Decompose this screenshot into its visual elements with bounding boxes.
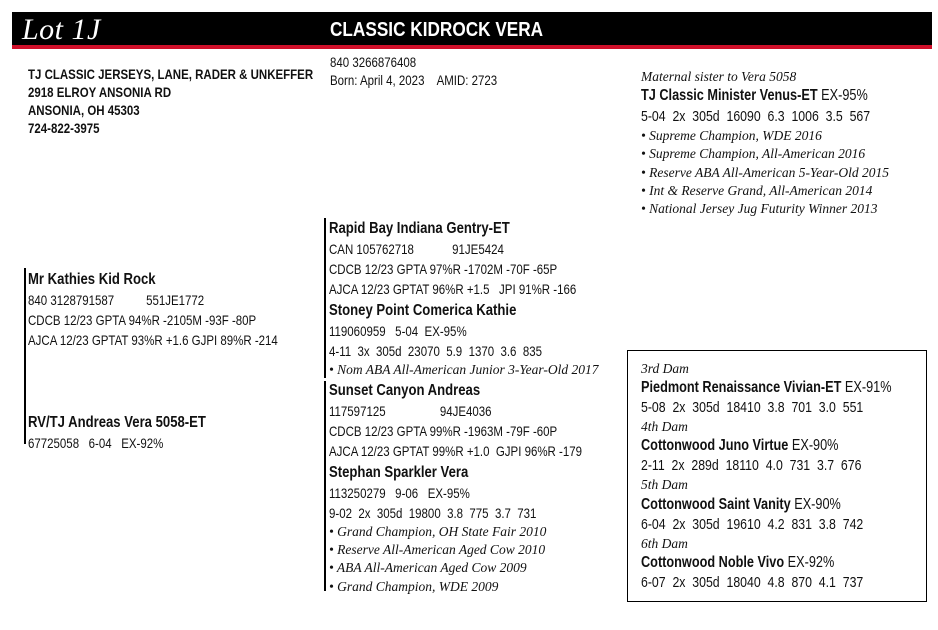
dam-dam-record: 9-02 2x 305d 19800 3.8 775 3.7 731 <box>329 505 537 521</box>
consignor-block <box>28 65 313 137</box>
dam-name: Cottonwood Saint Vanity <box>641 495 791 513</box>
dam-entry-5 <box>641 476 938 534</box>
honor-text: Reserve All-American Aged Cow 2010 <box>337 542 546 558</box>
honor-text: Reserve ABA All-American 5-Year-Old 2015 <box>649 164 890 180</box>
dam-generation-label: 6th Dam <box>641 535 688 551</box>
consignor-name: TJ CLASSIC JERSEYS, LANE, RADER & UNKEFFER <box>28 66 314 82</box>
sire-sire-cdcb: CDCB 12/23 GPTA 97%R -1702M -70F -65P <box>329 261 558 277</box>
dam-record: 6-07 2x 305d 18040 4.8 870 4.1 737 <box>641 573 864 591</box>
maternal-sister-score: EX-95% <box>817 87 868 105</box>
sire-dam-record: 4-11 3x 305d 23070 5.9 1370 3.6 835 <box>329 343 542 359</box>
honor-text: Int & Reserve Grand, All-American 2014 <box>649 182 873 198</box>
honor-text: Supreme Champion, WDE 2016 <box>649 128 822 144</box>
dam-name: Piedmont Renaissance Vivian-ET <box>641 379 842 397</box>
dam-entry-4 <box>641 418 938 476</box>
dam-score: EX-91% <box>841 379 892 397</box>
maternal-sister-title <box>641 86 870 106</box>
sire-sire-block <box>329 219 576 299</box>
honor-item: • ABA All-American Aged Cow 2009 <box>329 560 527 576</box>
honor-item: • Int & Reserve Grand, All-American 2014 <box>641 182 873 198</box>
dam-name: Cottonwood Noble Vivo <box>641 553 785 571</box>
dam-sire-registration: 117597125 94JE4036 <box>329 403 492 419</box>
dam-entry-3 <box>641 360 938 418</box>
animal-name: CLASSIC KIDROCK VERA <box>330 19 544 41</box>
dams-list <box>641 360 938 593</box>
sire-sire-ajca: AJCA 12/23 GPTAT 96%R +1.5 JPI 91%R -166 <box>329 281 577 297</box>
dam-title <box>641 495 892 515</box>
dam-sire-name: Sunset Canyon Andreas <box>329 382 481 399</box>
dam-title <box>641 553 892 573</box>
sire-dam-registration: 119060959 5-04 EX-95% <box>329 323 467 339</box>
honor-text: ABA All-American Aged Cow 2009 <box>336 560 527 576</box>
animal-info <box>330 53 497 89</box>
maternal-sister-name: TJ Classic Minister Venus-ET <box>641 87 818 105</box>
dam-name: RV/TJ Andreas Vera 5058-ET <box>28 414 206 431</box>
honor-item: • Grand Champion, WDE 2009 <box>329 578 499 594</box>
lot-number: Lot 1J <box>22 13 101 46</box>
dam-dam-registration: 113250279 9-06 EX-95% <box>329 485 470 501</box>
dam-sire-ajca: AJCA 12/23 GPTAT 99%R +1.0 GJPI 96%R -179 <box>329 443 583 459</box>
consignor-city: ANSONIA, OH 45303 <box>28 102 140 118</box>
honor-item: • National Jersey Jug Futurity Winner 2013 <box>641 201 878 217</box>
dam-title <box>641 378 892 398</box>
honor-item: • Reserve ABA All-American 5-Year-Old 2015 <box>641 164 890 180</box>
honor-item: • Grand Champion, OH State Fair 2010 <box>329 524 547 539</box>
sire-sire-registration: CAN 105762718 91JE5424 <box>329 241 504 257</box>
dam-sire-block <box>329 381 582 461</box>
sire-name: Mr Kathies Kid Rock <box>28 271 156 288</box>
dam-record: 5-08 2x 305d 18410 3.8 701 3.0 551 <box>641 399 864 417</box>
sire-registration: 840 3128791587 551JE1772 <box>28 292 205 308</box>
sire-block <box>28 270 278 350</box>
pedigree-bracket-left <box>24 268 26 444</box>
maternal-sister-note: Maternal sister to Vera 5058 <box>641 69 797 84</box>
sire-cdcb: CDCB 12/23 GPTA 94%R -2105M -93F -80P <box>28 312 257 328</box>
dam-block <box>28 413 206 453</box>
honor-item: • Supreme Champion, All-American 2016 <box>641 146 866 162</box>
sire-sire-name: Rapid Bay Indiana Gentry-ET <box>329 220 510 237</box>
animal-born-amid: Born: April 4, 2023 AMID: 2723 <box>330 72 498 88</box>
honor-item: • Nom ABA All-American Junior 3-Year-Old 2017 <box>329 362 599 377</box>
honor-item: • Reserve All-American Aged Cow 2010 <box>329 542 546 558</box>
dam-name: Cottonwood Juno Virtue <box>641 437 789 455</box>
dam-entry-6 <box>641 535 938 593</box>
sire-dam-block <box>329 301 598 379</box>
pedigree-bracket-sire <box>324 218 326 378</box>
maternal-sister-record: 5-04 2x 305d 16090 6.3 1006 3.5 567 <box>641 108 871 126</box>
dam-record: 67725058 6-04 EX-92% <box>28 435 164 451</box>
dam-record: 2-11 2x 289d 18110 4.0 731 3.7 676 <box>641 457 862 475</box>
dam-sire-cdcb: CDCB 12/23 GPTA 99%R -1963M -79F -60P <box>329 423 558 439</box>
honor-text: Nom ABA All-American Junior 3-Year-Old 2017 <box>337 362 599 377</box>
sire-dam-name: Stoney Point Comerica Kathie <box>329 302 517 319</box>
dam-generation-label: 3rd Dam <box>641 361 689 376</box>
sire-ajca: AJCA 12/23 GPTAT 93%R +1.6 GJPI 89%R -214 <box>28 332 278 348</box>
honor-text: National Jersey Jug Futurity Winner 2013 <box>649 201 878 217</box>
consignor-phone: 724-822-3975 <box>28 120 100 136</box>
dam-score: EX-92% <box>784 553 835 571</box>
consignor-address: 2918 ELROY ANSONIA RD <box>28 84 172 100</box>
pedigree-bracket-dam <box>324 381 326 591</box>
maternal-sister-block <box>641 68 920 218</box>
dam-dam-name: Stephan Sparkler Vera <box>329 464 469 481</box>
dam-dam-block <box>329 463 582 596</box>
dam-generation-label: 5th Dam <box>641 477 688 493</box>
dam-record: 6-04 2x 305d 19610 4.2 831 3.8 742 <box>641 515 864 533</box>
honor-text: Grand Champion, OH State Fair 2010 <box>337 524 547 539</box>
dam-score: EX-90% <box>788 437 839 455</box>
dam-score: EX-90% <box>790 495 841 513</box>
honor-text: Grand Champion, WDE 2009 <box>337 578 499 594</box>
animal-registration: 840 3266876408 <box>330 54 417 70</box>
dam-title <box>641 436 892 456</box>
dam-generation-label: 4th Dam <box>641 419 688 435</box>
honor-text: Supreme Champion, All-American 2016 <box>649 146 866 162</box>
honor-item: • Supreme Champion, WDE 2016 <box>641 128 822 144</box>
